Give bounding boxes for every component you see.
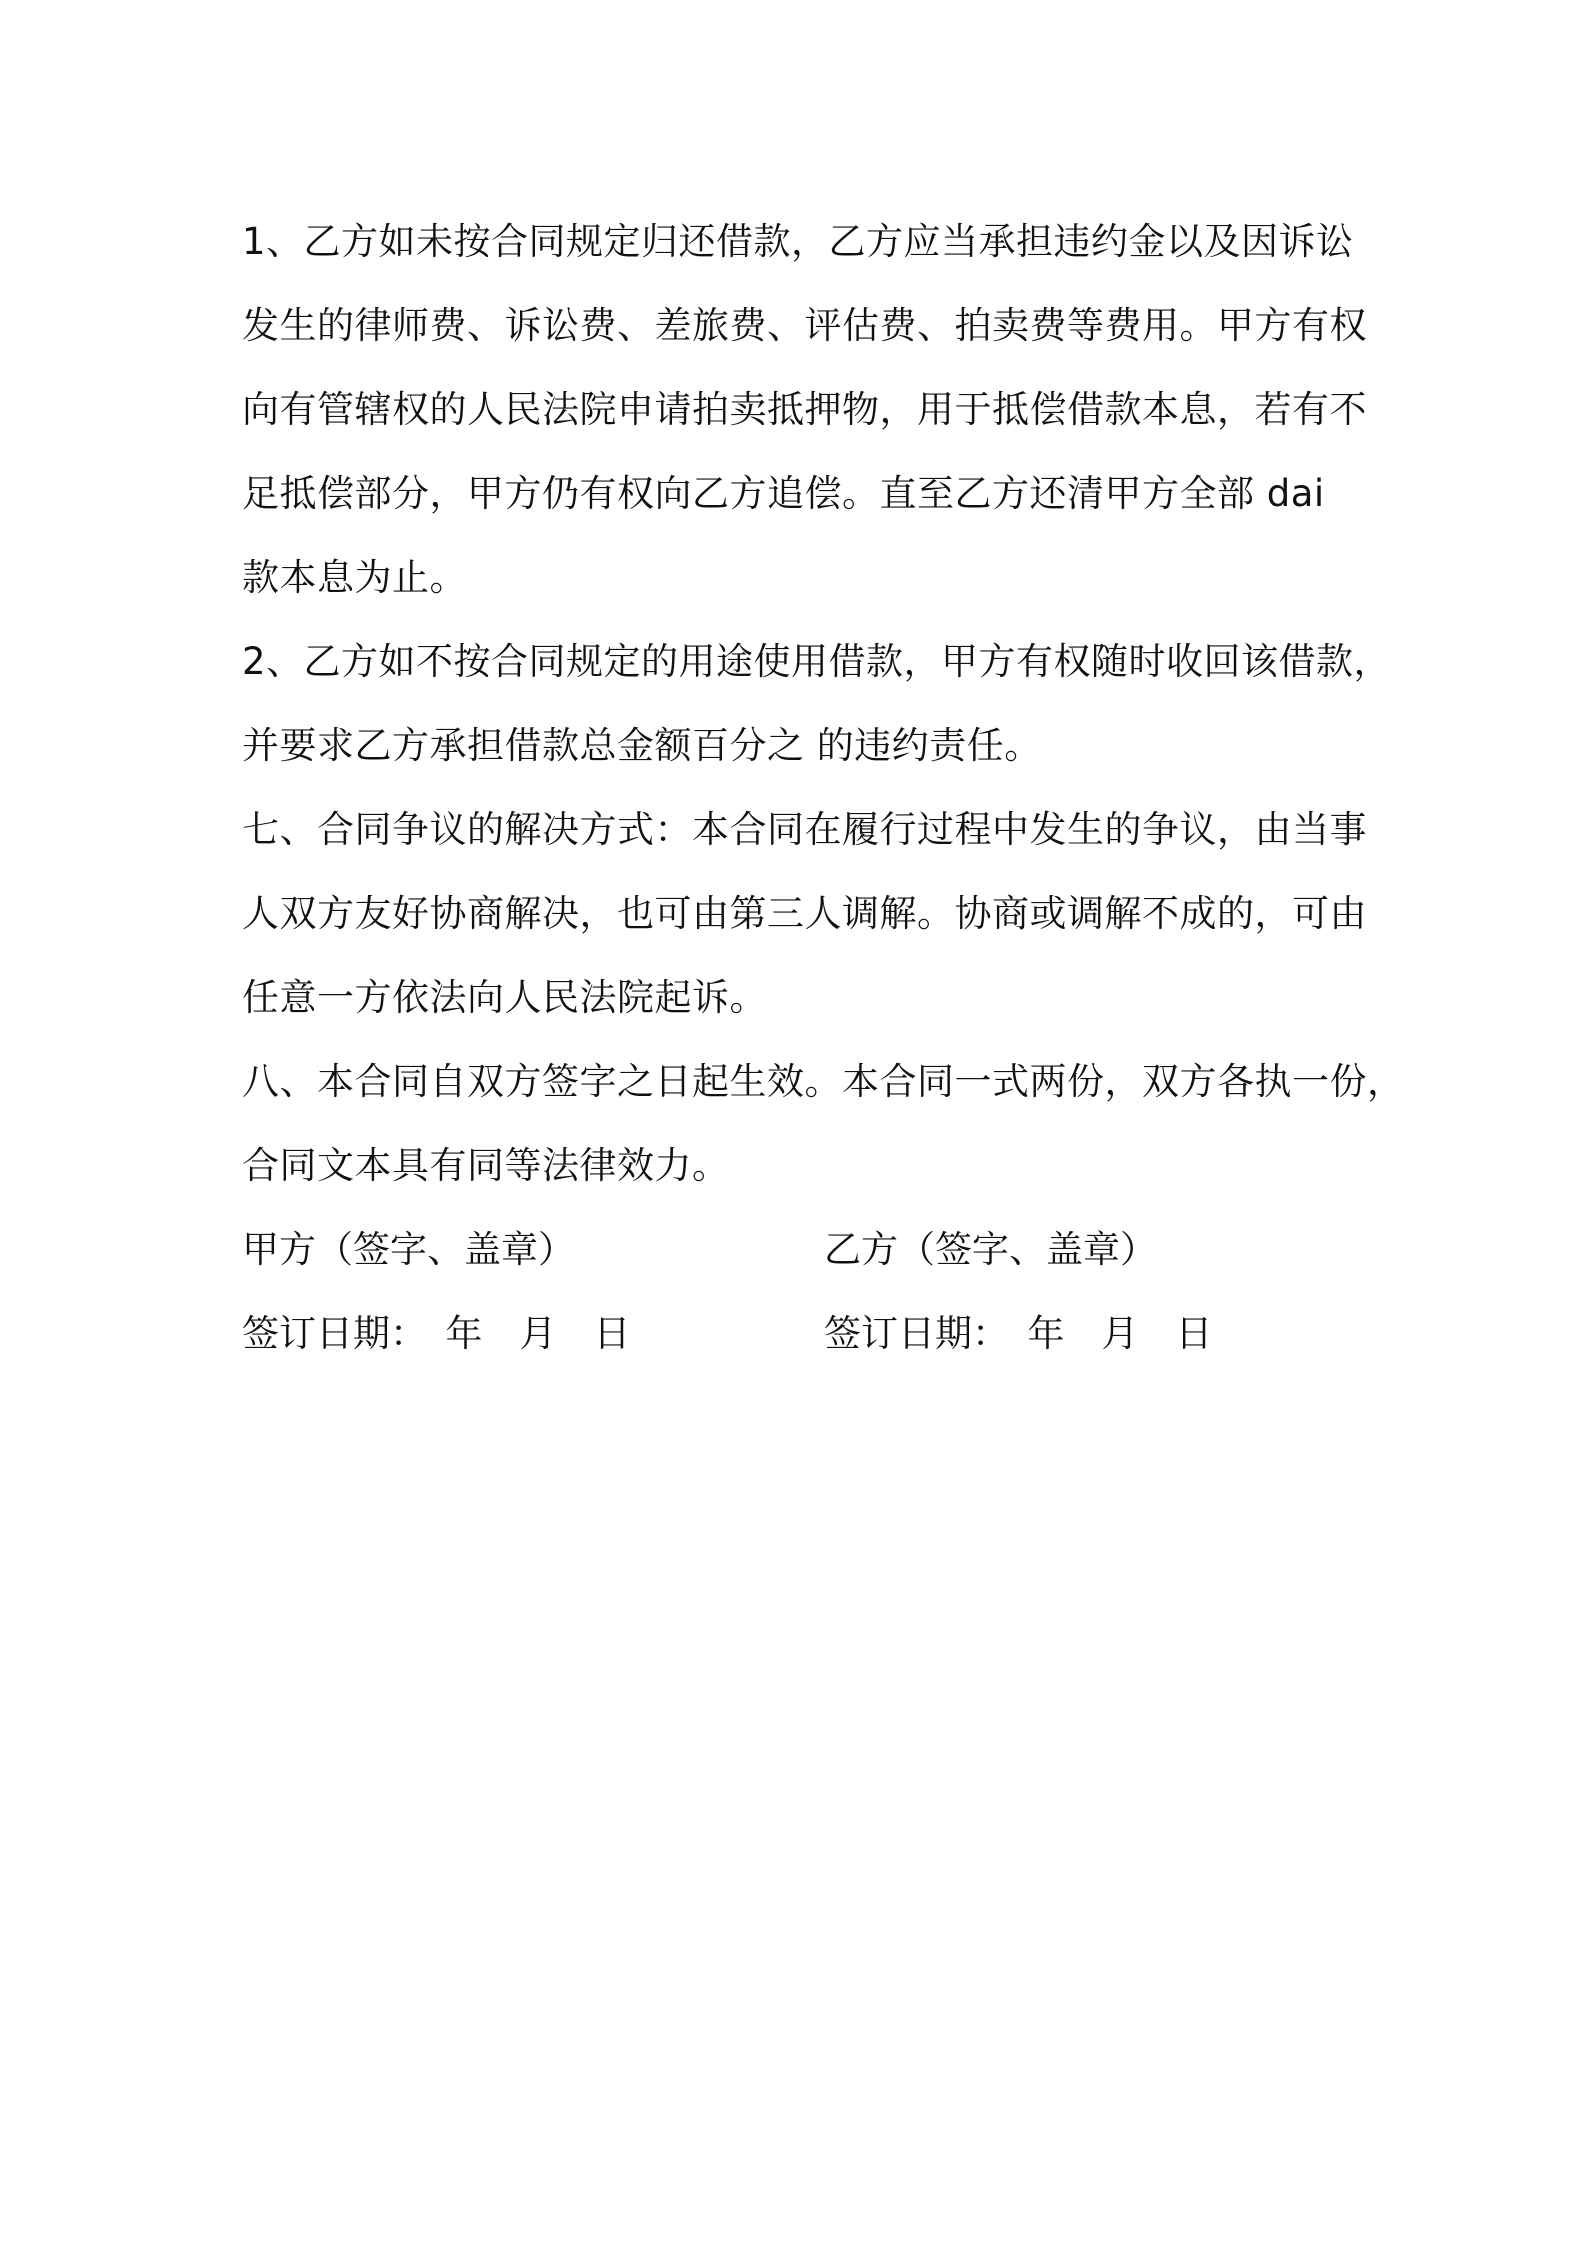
party-a-sign-date: 签订日期： 年 月 日 xyxy=(242,1312,631,1355)
clause-line: 足抵偿部分，甲方仍有权向乙方追偿。直至乙方还清甲方全部 dai xyxy=(242,472,1325,515)
date-row xyxy=(242,1292,1372,1376)
clause-line: 发生的律师费、诉讼费、差旅费、评估费、拍卖费等费用。甲方有权 xyxy=(242,304,1367,347)
signature-row xyxy=(242,1208,1372,1292)
clause-line: 合同文本具有同等法律效力。 xyxy=(242,1144,730,1187)
party-b-signature-label: 乙方（签字、盖章） xyxy=(824,1228,1157,1271)
clause-line: 向有管辖权的人民法院申请拍卖抵押物，用于抵偿借款本息，若有不 xyxy=(242,388,1367,431)
party-a-signature-label: 甲方（签字、盖章） xyxy=(242,1228,575,1271)
clause-line: 任意一方依法向人民法院起诉。 xyxy=(242,976,767,1019)
clause-effect xyxy=(242,1040,1405,1208)
clause-line: 并要求乙方承担借款总金额百分之 的违约责任。 xyxy=(242,724,1042,767)
clause-line: 人双方友好协商解决，也可由第三人调解。协商或调解不成的，可由 xyxy=(242,892,1367,935)
contract-body xyxy=(242,200,1405,1376)
signature-block xyxy=(242,1208,1372,1376)
clause-line: 1、乙方如未按合同规定归还借款，乙方应当承担违约金以及因诉讼 xyxy=(242,220,1354,263)
clause-misuse xyxy=(242,620,1392,788)
clause-line: 八、本合同自双方签字之日起生效。本合同一式两份，双方各执一份， xyxy=(242,1060,1405,1103)
clause-dispute xyxy=(242,788,1372,1040)
clause-penalty xyxy=(242,200,1372,620)
clause-line: 七、合同争议的解决方式：本合同在履行过程中发生的争议，由当事 xyxy=(242,808,1367,851)
clause-line: 2、乙方如不按合同规定的用途使用借款，甲方有权随时收回该借款， xyxy=(242,640,1392,683)
clause-line: 款本息为止。 xyxy=(242,556,467,599)
party-b-sign-date: 签订日期： 年 月 日 xyxy=(824,1312,1213,1355)
